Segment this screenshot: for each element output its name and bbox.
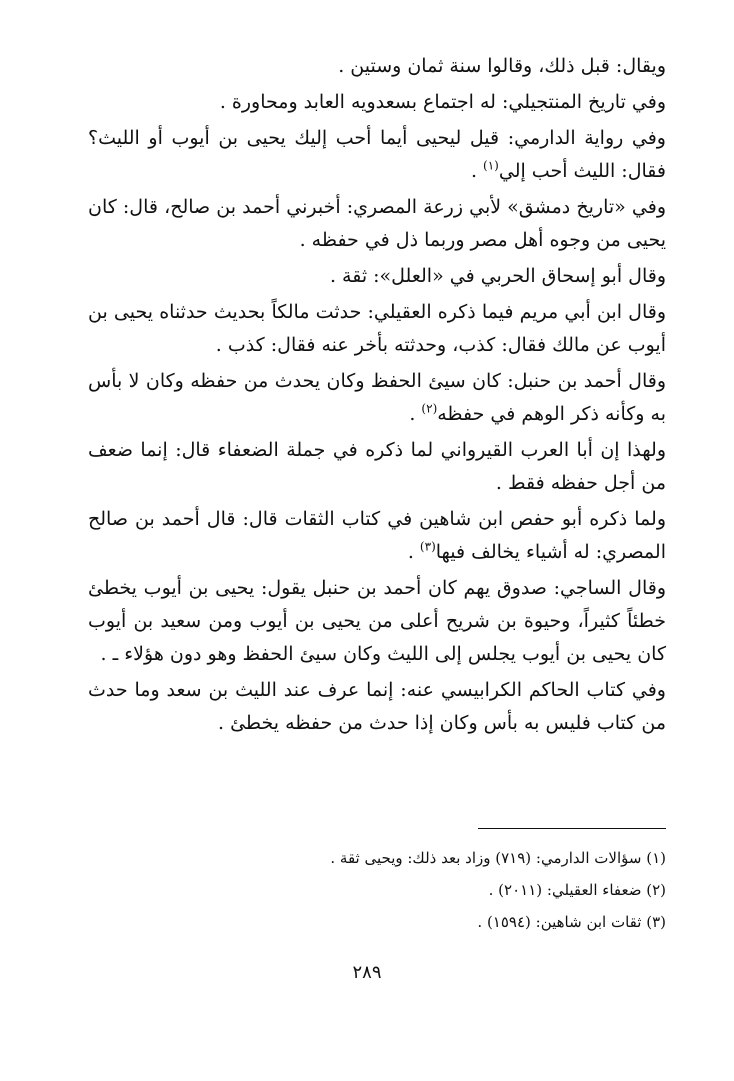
paragraph-1: ويقال: قبل ذلك، وقالوا سنة ثمان وستين . <box>338 55 666 77</box>
footnotes <box>88 842 666 938</box>
footnote-ref-3: (٣) <box>419 539 436 554</box>
footnote-1: (١) سؤالات الدارمي: (٧١٩) وزاد بعد ذلك: ويحيى ثقة . <box>330 849 666 867</box>
footnote-3: (٣) ثقات ابن شاهين: (١٥٩٤) . <box>477 913 666 931</box>
paragraph-6: وقال ابن أبي مريم فيما ذكره العقيلي: حدثت مالكاً بحديث حدثناه يحيى بن أيوب عن مالك فقال: كذب، وحدثته بأخر عنه فقال: كذب . <box>88 301 666 356</box>
paragraph-2: وفي تاريخ المنتجيلي: له اجتماع بسعدويه العابد ومحاورة . <box>219 91 666 113</box>
paragraph-5: وقال أبو إسحاق الحربي في «العلل»: ثقة . <box>329 265 666 287</box>
footnote-separator <box>478 828 666 829</box>
paragraph-11: وفي كتاب الحاكم الكرابيسي عنه: إنما عرف عند الليث بن سعد وما حدث من كتاب فليس به بأس وكان إذا حدث من حفظه يخطئ . <box>88 679 666 734</box>
paragraph-10: وقال الساجي: صدوق يهم كان أحمد بن حنبل يقول: يحيى بن أيوب يخطئ خطئاً كثيراً، وحيوة بن شريح أعلى من يحيى بن أيوب ومن سعيد بن أيوب كان يحيى بن أيوب يجلس إلى الليث وكان سيئ الحفظ وهو دون هؤلاء ـ . <box>88 577 666 665</box>
footnote-ref-2: (٢) <box>421 401 438 416</box>
paragraph-3: وفي رواية الدارمي: قيل ليحيى أيما أحب إليك يحيى بن أيوب أو الليث؟ فقال: الليث أحب إلي$^{(١)}$ . <box>88 127 666 182</box>
paragraph-7: وقال أحمد بن حنبل: كان سيئ الحفظ وكان يحدث من حفظه وكان لا بأس به وكأنه ذكر الوهم في حفظه$^{(٢)}$ . <box>88 370 666 425</box>
paragraph-4: وفي «تاريخ دمشق» لأبي زرعة المصري: أخبرني أحمد بن صالح، قال: كان يحيى من وجوه أهل مصر وربما ذل في حفظه . <box>88 196 666 251</box>
footnote-ref-1: (١) <box>483 158 499 173</box>
main-text <box>88 50 666 743</box>
footnote-2: (٢) ضعفاء العقيلي: (٢٠١١) . <box>488 881 666 899</box>
paragraph-9: ولما ذكره أبو حفص ابن شاهين في كتاب الثقات قال: قال أحمد بن صالح المصري: له أشياء يخالف فيها$^{(٣)}$ . <box>88 508 666 563</box>
page-number: ٢٨٩ <box>352 962 382 983</box>
paragraph-8: ولهذا إن أبا العرب القيرواني لما ذكره في جملة الضعفاء قال: إنما ضعف من أجل حفظه فقط . <box>88 439 666 494</box>
